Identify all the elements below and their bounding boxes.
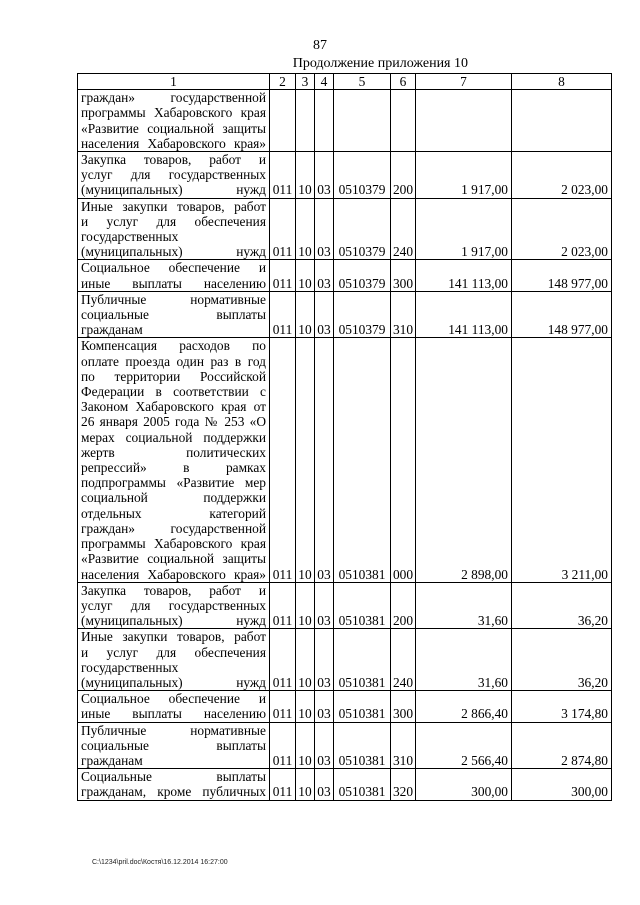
description-line: Закупка товаров, работ и	[81, 582, 266, 598]
description-line: Публичные нормативные	[81, 722, 266, 738]
code-cell: 011	[270, 338, 296, 582]
header-cell: 2	[270, 74, 296, 90]
type-cell: 300	[391, 260, 416, 291]
code-cell	[270, 90, 296, 152]
description-line: Публичные нормативные	[81, 291, 266, 307]
description-line: (муниципальных) нужд	[81, 182, 266, 198]
table-row	[78, 722, 612, 769]
subsection-cell: 03	[315, 260, 334, 291]
amount-cell	[416, 90, 512, 152]
description-line: Законом Хабаровского края от	[81, 399, 266, 415]
section-cell: 10	[296, 260, 315, 291]
section-cell: 10	[296, 691, 315, 722]
section-cell: 10	[296, 198, 315, 260]
table-row	[78, 291, 612, 338]
subsection-cell: 03	[315, 691, 334, 722]
subsection-cell	[315, 90, 334, 152]
description-cell	[78, 152, 270, 199]
amount-cell: 2 874,80	[512, 722, 612, 769]
description-line: программы Хабаровского края	[81, 536, 266, 552]
header-cell: 4	[315, 74, 334, 90]
description-line: (муниципальных) нужд	[81, 244, 266, 260]
table-row	[78, 90, 612, 152]
article-cell: 0510381	[334, 338, 391, 582]
header-cell: 8	[512, 74, 612, 90]
type-cell: 240	[391, 629, 416, 691]
type-cell: 300	[391, 691, 416, 722]
file-path-footer: C:\1234\pril.doc\Костя\16.12.2014 16:27:00	[92, 859, 228, 866]
type-cell: 240	[391, 198, 416, 260]
header-cell: 3	[296, 74, 315, 90]
article-cell: 0510379	[334, 260, 391, 291]
amount-cell: 148 977,00	[512, 260, 612, 291]
description-line: Социальное обеспечение и	[81, 260, 266, 276]
subsection-cell: 03	[315, 198, 334, 260]
code-cell: 011	[270, 198, 296, 260]
code-cell: 011	[270, 152, 296, 199]
description-cell	[78, 198, 270, 260]
description-line: гражданам	[81, 322, 143, 338]
table-row	[78, 338, 612, 582]
description-line: (муниципальных) нужд	[81, 613, 266, 629]
table-row	[78, 582, 612, 629]
description-cell	[78, 90, 270, 152]
section-cell: 10	[296, 338, 315, 582]
code-cell: 011	[270, 629, 296, 691]
article-cell: 0510379	[334, 152, 391, 199]
amount-cell: 148 977,00	[512, 291, 612, 338]
description-line: населения Хабаровского края»	[81, 566, 266, 582]
code-cell: 011	[270, 722, 296, 769]
amount-cell: 2 566,40	[416, 722, 512, 769]
table-row	[78, 260, 612, 291]
description-line: репрессий» в рамках	[81, 460, 266, 476]
code-cell: 011	[270, 582, 296, 629]
amount-cell: 1 917,00	[416, 152, 512, 199]
description-line: услуг для государственных	[81, 597, 266, 613]
description-line: подпрограммы «Развитие мер	[81, 475, 266, 491]
amount-cell: 2 023,00	[512, 152, 612, 199]
section-cell	[296, 90, 315, 152]
article-cell: 0510379	[334, 198, 391, 260]
description-line: отдельных категорий	[81, 505, 266, 521]
description-line: мерах социальной поддержки	[81, 429, 266, 445]
code-cell: 011	[270, 291, 296, 338]
description-cell	[78, 260, 270, 291]
description-line: Социальное обеспечение и	[81, 691, 266, 707]
code-cell: 011	[270, 691, 296, 722]
description-line: 26 января 2005 года № 253 «О	[81, 414, 266, 430]
description-line: Иные закупки товаров, работ	[81, 629, 266, 645]
description-line: оплате проезда один раз в год	[81, 353, 266, 369]
subsection-cell: 03	[315, 629, 334, 691]
section-cell: 10	[296, 291, 315, 338]
description-cell	[78, 582, 270, 629]
article-cell: 0510379	[334, 291, 391, 338]
description-line: социальной поддержки	[81, 490, 266, 506]
description-line: иные выплаты населению	[81, 275, 266, 291]
subsection-cell: 03	[315, 152, 334, 199]
subsection-cell: 03	[315, 722, 334, 769]
subsection-cell: 03	[315, 338, 334, 582]
type-cell: 320	[391, 769, 416, 800]
amount-cell: 141 113,00	[416, 291, 512, 338]
amount-cell	[512, 90, 612, 152]
description-line: государственных	[81, 659, 179, 675]
description-cell	[78, 338, 270, 582]
type-cell: 310	[391, 291, 416, 338]
subsection-cell: 03	[315, 582, 334, 629]
description-line: социальные выплаты	[81, 737, 266, 753]
type-cell: 200	[391, 582, 416, 629]
table-row	[78, 629, 612, 691]
amount-cell: 36,20	[512, 582, 612, 629]
description-line: жертв политических	[81, 444, 266, 460]
table-row	[78, 152, 612, 199]
amount-cell: 31,60	[416, 629, 512, 691]
description-line: программы Хабаровского края	[81, 105, 266, 121]
description-line: и услуг для обеспечения	[81, 644, 266, 660]
type-cell: 310	[391, 722, 416, 769]
amount-cell: 2 866,40	[416, 691, 512, 722]
amount-cell: 36,20	[512, 629, 612, 691]
article-cell	[334, 90, 391, 152]
code-cell: 011	[270, 769, 296, 800]
header-row	[78, 74, 612, 90]
description-cell	[78, 629, 270, 691]
article-cell: 0510381	[334, 722, 391, 769]
description-line: и услуг для обеспечения	[81, 213, 266, 229]
description-cell	[78, 291, 270, 338]
description-line: иные выплаты населению	[81, 706, 266, 722]
article-cell: 0510381	[334, 691, 391, 722]
description-line: услуг для государственных	[81, 167, 266, 183]
subsection-cell: 03	[315, 769, 334, 800]
type-cell: 200	[391, 152, 416, 199]
code-cell: 011	[270, 260, 296, 291]
section-cell: 10	[296, 629, 315, 691]
continuation-caption: Продолжение приложения 10	[292, 56, 468, 71]
header-cell: 5	[334, 74, 391, 90]
header-cell: 1	[78, 74, 270, 90]
type-cell: 000	[391, 338, 416, 582]
description-line: гражданам, кроме публичных	[81, 784, 266, 800]
description-line: социальные выплаты	[81, 307, 266, 323]
article-cell: 0510381	[334, 769, 391, 800]
header-cell: 6	[391, 74, 416, 90]
description-line: Федерации в соответствии с	[81, 384, 266, 400]
description-line: «Развитие социальной защиты	[81, 551, 266, 567]
section-cell: 10	[296, 722, 315, 769]
description-line: по территории Российской	[81, 368, 266, 384]
description-line: населения Хабаровского края»	[81, 135, 266, 151]
description-line: государственных	[81, 229, 179, 245]
section-cell: 10	[296, 582, 315, 629]
description-line: граждан» государственной	[81, 520, 266, 536]
description-cell	[78, 722, 270, 769]
amount-cell: 2 898,00	[416, 338, 512, 582]
description-line: граждан» государственной	[81, 90, 266, 106]
type-cell	[391, 90, 416, 152]
description-line: Закупка товаров, работ и	[81, 152, 266, 168]
table-row	[78, 691, 612, 722]
description-cell	[78, 769, 270, 800]
table-row	[78, 198, 612, 260]
subsection-cell: 03	[315, 291, 334, 338]
description-line: (муниципальных) нужд	[81, 674, 266, 690]
article-cell: 0510381	[334, 582, 391, 629]
description-line: «Развитие социальной защиты	[81, 120, 266, 136]
amount-cell: 141 113,00	[416, 260, 512, 291]
description-line: Социальные выплаты	[81, 769, 266, 785]
article-cell: 0510381	[334, 629, 391, 691]
amount-cell: 3 174,80	[512, 691, 612, 722]
amount-cell: 300,00	[512, 769, 612, 800]
description-line: Компенсация расходов по	[81, 338, 266, 354]
amount-cell: 300,00	[416, 769, 512, 800]
description-line: Иные закупки товаров, работ	[81, 198, 266, 214]
amount-cell: 31,60	[416, 582, 512, 629]
header-cell: 7	[416, 74, 512, 90]
amount-cell: 1 917,00	[416, 198, 512, 260]
description-line: гражданам	[81, 752, 143, 768]
amount-cell: 2 023,00	[512, 198, 612, 260]
table-row	[78, 769, 612, 800]
page-number: 87	[313, 38, 327, 53]
section-cell: 10	[296, 152, 315, 199]
description-cell	[78, 691, 270, 722]
amount-cell: 3 211,00	[512, 338, 612, 582]
budget-table	[77, 73, 612, 801]
section-cell: 10	[296, 769, 315, 800]
